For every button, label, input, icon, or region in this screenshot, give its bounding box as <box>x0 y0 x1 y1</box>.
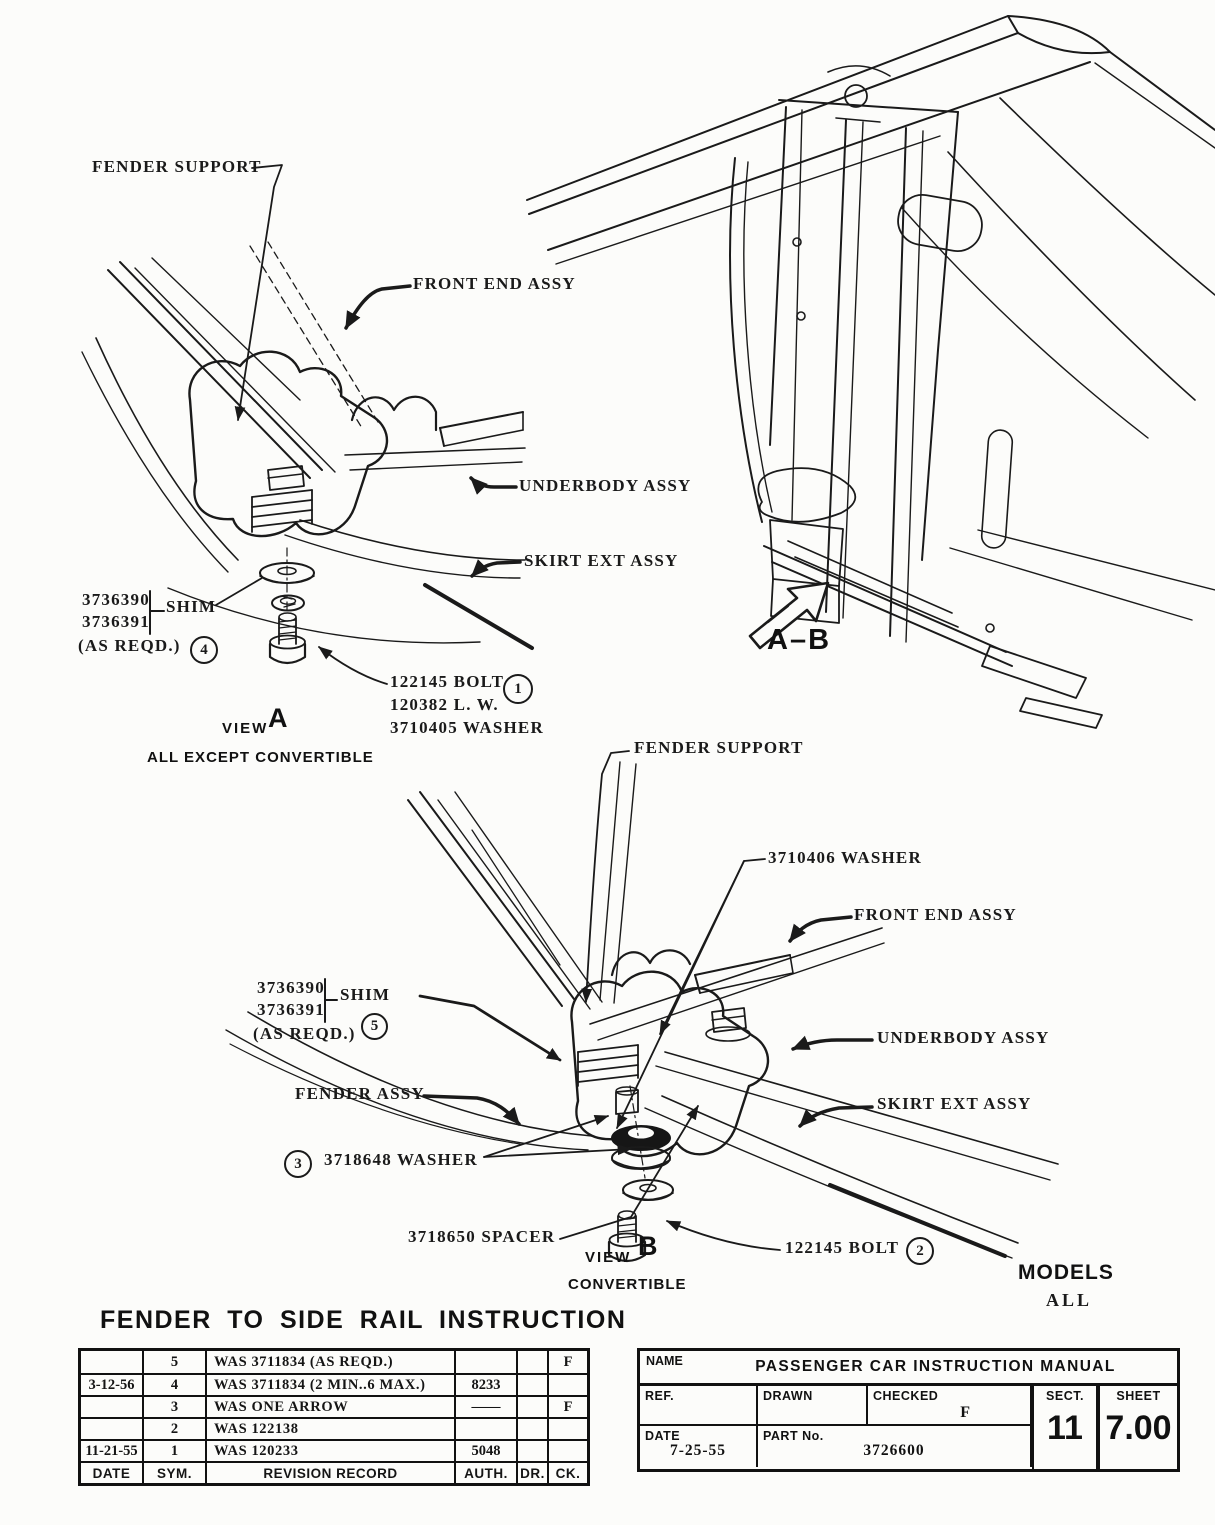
label-skirt-ext-assy-a: SKIRT EXT ASSY <box>524 551 679 570</box>
revision-auth <box>456 1351 518 1373</box>
leader-shim-a <box>216 578 262 605</box>
leader-fender-assy-b <box>424 1096 519 1124</box>
revision-dr <box>518 1375 549 1395</box>
view-a-letter: A <box>268 703 288 733</box>
label-front-end-assy-b: FRONT END ASSY <box>854 905 1017 924</box>
label-bolt-b: 122145 BOLT <box>785 1238 900 1257</box>
page-title: FENDER TO SIDE RAIL INSTRUCTION <box>100 1306 627 1334</box>
sect-cell <box>1032 1386 1098 1469</box>
header-date: DATE <box>81 1463 144 1483</box>
label-shim-b: SHIM <box>340 985 391 1004</box>
revision-record: WAS 122138 <box>207 1419 456 1439</box>
leader-skirt-b <box>800 1107 872 1126</box>
label-bolt-a: 122145 BOLT <box>390 672 505 691</box>
checked-value: F <box>960 1404 970 1421</box>
revision-auth: —— <box>456 1397 518 1417</box>
revision-sym: 2 <box>144 1419 207 1439</box>
checked-label: CHECKED <box>873 1389 939 1403</box>
part-cell <box>758 1426 1032 1467</box>
sheet-cell <box>1098 1386 1177 1469</box>
item-callout-4: 4 <box>190 636 218 664</box>
leader-lines-view-b <box>325 751 872 1250</box>
header-ck: CK. <box>555 1465 581 1481</box>
revision-auth: 8233 <box>456 1375 518 1395</box>
date-value: 7-25-55 <box>669 1442 727 1459</box>
revision-ck <box>549 1419 587 1439</box>
label-underbody-assy-b: UNDERBODY ASSY <box>877 1028 1050 1047</box>
revision-dr <box>518 1419 549 1439</box>
part-label: PART No. <box>763 1429 824 1443</box>
revision-date <box>81 1397 144 1417</box>
revision-dr <box>518 1351 549 1373</box>
label-fender-support-b: FENDER SUPPORT <box>634 738 804 757</box>
header-record: REVISION RECORD <box>207 1463 456 1483</box>
revision-ck <box>549 1375 587 1395</box>
title-block <box>637 1348 1180 1472</box>
title-block-name-row <box>640 1351 1177 1386</box>
shim-stack-a <box>252 490 312 532</box>
view-b-word: VIEW <box>585 1249 632 1266</box>
label-shim-a: SHIM <box>166 597 217 616</box>
sheet-value: 7.00 <box>1105 1409 1172 1447</box>
label-washer-3718648-b: 3718648 WASHER <box>324 1150 478 1169</box>
revision-sym: 3 <box>144 1397 207 1417</box>
leader-washer-3710406-1 <box>660 859 765 1034</box>
revision-auth <box>456 1419 518 1439</box>
models-value: ALL <box>1046 1290 1093 1310</box>
date-label: DATE <box>645 1429 681 1443</box>
models-label: MODELS <box>1018 1261 1114 1284</box>
bolt-a <box>270 613 305 663</box>
revision-row <box>81 1417 587 1439</box>
view-b-drawing <box>226 762 1058 1261</box>
leader-shim-b <box>420 996 560 1060</box>
item-callout-1: 1 <box>503 674 533 704</box>
revision-dr <box>518 1441 549 1461</box>
fender-support-bracket-a <box>189 352 387 536</box>
header-sym: SYM. <box>144 1463 207 1483</box>
leader-washer-3710406-2 <box>617 861 744 1128</box>
leader-underbody-a <box>471 478 516 487</box>
leader-front-end-b <box>790 917 851 941</box>
label-spacer-b: 3718650 SPACER <box>408 1227 556 1246</box>
revision-dr <box>518 1397 549 1417</box>
revision-row <box>81 1373 587 1395</box>
label-shim-part-lower-a: 3736391 <box>82 612 150 631</box>
label-skirt-ext-assy-b: SKIRT EXT ASSY <box>877 1094 1032 1113</box>
revision-row <box>81 1439 587 1461</box>
shim-bracket-b <box>325 979 337 1022</box>
item-callout-5: 5 <box>361 1013 388 1040</box>
shim-stack-b <box>578 1045 638 1086</box>
label-front-end-assy-a: FRONT END ASSY <box>413 274 576 293</box>
revision-ck: F <box>563 1353 573 1370</box>
label-as-reqd-b: (AS REQD.) <box>253 1024 356 1043</box>
leader-bolt-b <box>667 1221 780 1250</box>
label-fender-support-a: FENDER SUPPORT <box>92 157 262 176</box>
label-washer-3710406-b: 3710406 WASHER <box>768 848 922 867</box>
leader-bolt-a <box>319 647 387 684</box>
label-washer-a: 3710405 WASHER <box>390 718 544 737</box>
view-b-caption: CONVERTIBLE <box>568 1276 687 1293</box>
leader-skirt-a <box>472 562 520 576</box>
revision-date: 3-12-56 <box>81 1375 144 1395</box>
lock-washer-a <box>272 596 304 611</box>
section-ab-drawing <box>527 16 1215 728</box>
leader-underbody-b <box>793 1040 872 1049</box>
revision-header-row <box>81 1461 587 1483</box>
leader-front-end-a <box>346 286 410 328</box>
leader-fender-support-b <box>586 751 629 1002</box>
view-a-caption: ALL EXCEPT CONVERTIBLE <box>147 749 374 766</box>
revision-row <box>81 1351 587 1373</box>
header-dr: DR. <box>518 1463 549 1483</box>
drawn-label: DRAWN <box>763 1389 813 1403</box>
revision-row <box>81 1395 587 1417</box>
revision-sym: 5 <box>144 1351 207 1373</box>
revision-date: 11-21-55 <box>81 1441 144 1461</box>
shim-bracket-a <box>150 591 164 634</box>
revision-ck <box>549 1441 587 1461</box>
label-shim-part-upper-b: 3736390 <box>257 978 325 997</box>
view-b-letter: B <box>638 1231 658 1261</box>
label-underbody-assy-a: UNDERBODY ASSY <box>519 476 692 495</box>
manual-name: PASSENGER CAR INSTRUCTION MANUAL <box>755 1358 1116 1375</box>
revision-record: WAS 3711834 (2 MIN..6 MAX.) <box>207 1375 456 1395</box>
view-a-word: VIEW <box>222 720 269 737</box>
revision-ck: F <box>563 1398 573 1415</box>
name-label: NAME <box>646 1354 683 1368</box>
part-value: 3726600 <box>863 1442 925 1459</box>
label-shim-part-upper-a: 3736390 <box>82 590 150 609</box>
ref-label: REF. <box>645 1389 675 1403</box>
revision-auth: 5048 <box>456 1441 518 1461</box>
rubber-washer-b <box>611 1125 671 1169</box>
revision-date <box>81 1351 144 1373</box>
revision-table <box>78 1348 590 1486</box>
sect-label: SECT. <box>1046 1389 1084 1403</box>
revision-record: WAS 3711834 (AS REQD.) <box>207 1351 456 1373</box>
revision-sym: 4 <box>144 1375 207 1395</box>
item-callout-3: 3 <box>284 1150 312 1178</box>
revision-date <box>81 1419 144 1439</box>
leader-fender-support-a <box>238 165 282 420</box>
label-lockwasher-a: 120382 L. W. <box>390 695 499 714</box>
section-ab-label: A–B <box>767 624 832 656</box>
date-cell <box>640 1426 758 1467</box>
ref-cell <box>640 1386 758 1424</box>
label-fender-assy-b: FENDER ASSY <box>295 1084 425 1103</box>
sheet-label: SHEET <box>1116 1389 1161 1403</box>
header-auth: AUTH. <box>456 1463 518 1483</box>
checked-cell <box>868 1386 1032 1424</box>
revision-sym: 1 <box>144 1441 207 1461</box>
drawn-cell <box>758 1386 868 1424</box>
item-callout-2: 2 <box>906 1237 934 1265</box>
label-as-reqd-a: (AS REQD.) <box>78 636 181 655</box>
revision-record: WAS ONE ARROW <box>207 1397 456 1417</box>
label-shim-part-lower-b: 3736391 <box>257 1000 325 1019</box>
sect-value: 11 <box>1047 1409 1083 1447</box>
revision-record: WAS 120233 <box>207 1441 456 1461</box>
